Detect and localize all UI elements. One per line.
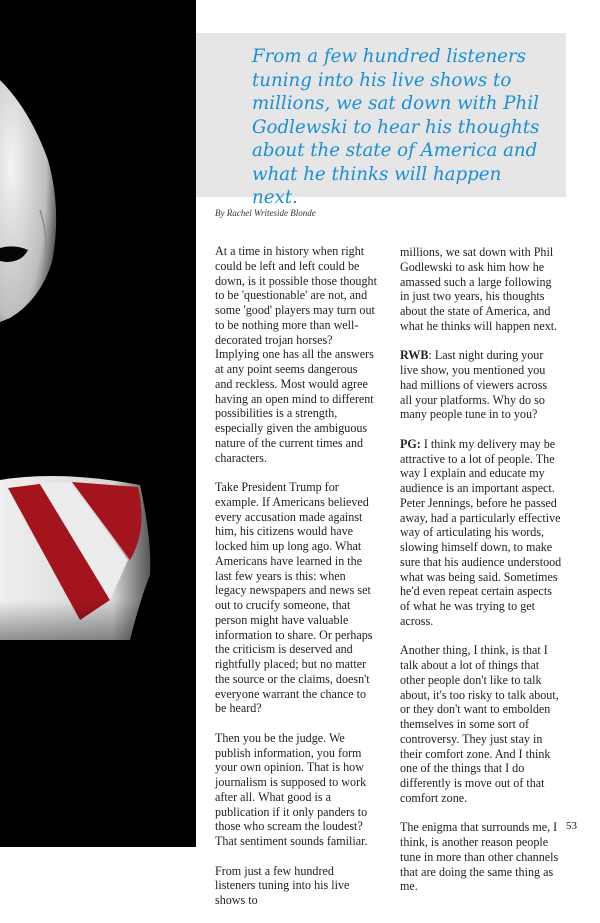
pull-quote-box xyxy=(196,33,566,208)
article-column-right xyxy=(400,245,562,909)
paragraph: Another thing, I think, is that I talk about a lot of things that other people don't like to talk about, it's too risky to talk about, or they don't want to embolden themselves in some sort of controversy. They just stay in their comfort zone. And I think one of the things that I do differently is move out of that comfort zone. xyxy=(400,643,559,805)
paragraph: millions, we sat down with Phil Godlewski to ask him how he amassed such a large following in just two years, his thoughts about the state of America, and what he thinks will happen next. xyxy=(400,245,558,333)
interview-answer xyxy=(400,437,562,629)
pull-quote-text: From a few hundred listeners tuning into his live shows to millions, we sat down with Phil Godlewski to hear his thoughts about the state of America and what he thinks will happen next. xyxy=(252,46,540,208)
interview-question xyxy=(400,348,562,422)
page-number: 53 xyxy=(566,820,577,832)
speaker-label: RWB xyxy=(400,348,429,363)
paragraph: From just a few hundred listeners tuning into his live shows to xyxy=(215,863,350,907)
paragraph: At a time in history when right could be left and left could be down, is it possible those thought to be 'questionable' are not, and some 'good' players may turn out to be nothing more than well-decorated trojan horses? Implying one has all the answers at any point seems dangerous and reckless. Most would agree having an open mind to different possibilities is a strength, especially given the ambiguous nature of the current times and characters. xyxy=(215,244,377,465)
paragraph: The enigma that surrounds me, I think, is another reason people tune in more than other channels that are doing the same thing as me. xyxy=(400,820,559,894)
byline: By Rachel Writeside Blonde xyxy=(215,208,316,218)
speaker-label: PG: xyxy=(400,436,421,451)
answer-text: I think my delivery may be attractive to a lot of people. The way I explain and educate my audience is an important aspect. Peter Jennings, before he passed away, had a particularly effective way of articulating his words, slowing himself down, to make sure that his audience understood what was being said. Sometimes he'd even repeat certain aspects of what he was trying to get across. xyxy=(400,436,562,628)
article-column-left xyxy=(215,244,377,923)
cover-photo xyxy=(0,0,196,847)
paragraph: Take President Trump for example. If Americans believed every accusation made against him, his citizens would have locked him up long ago. What Americans have learned in the last few years is this: when legacy newspapers and news set out to crucify someone, that person might have valuable information to share. Or perhaps the criticism is deserved and rightfully placed; but no matter the source or the claims, doesn't everyone warrant the chance to be heard? xyxy=(215,480,373,716)
question-text: : Last night during your live show, you mentioned you had millions of viewers across all your platforms. Why do so many people tune in to you? xyxy=(400,348,548,422)
paragraph: Then you be the judge. We publish information, you form your own opinion. That is how journalism is supposed to work after all. What good is a publication if it only panders to those who scream the loudest? That sentiment sounds familiar. xyxy=(215,730,368,848)
